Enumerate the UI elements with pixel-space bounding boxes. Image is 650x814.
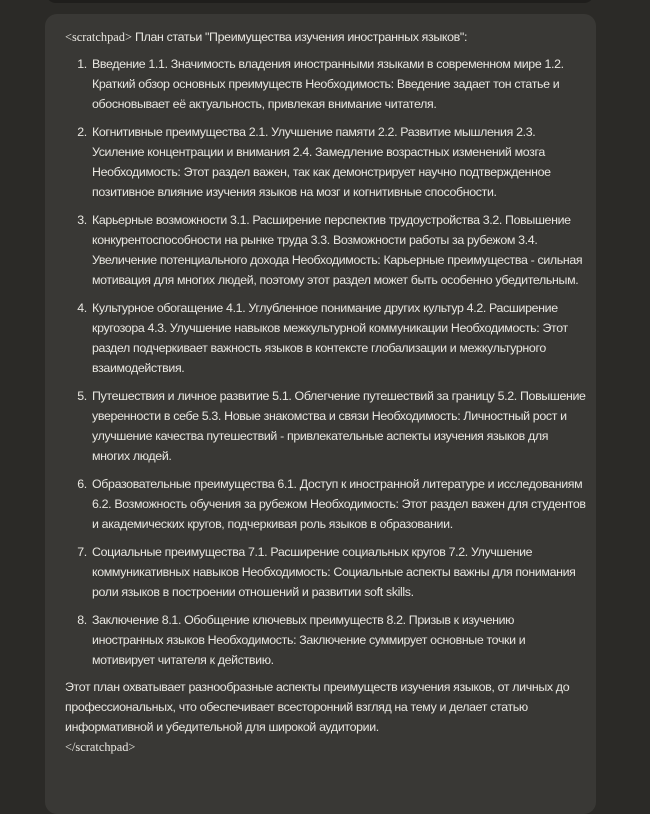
scratchpad-close-tag: </scratchpad> — [65, 740, 136, 754]
list-item: 7. Социальные преимущества 7.1. Расширение социальных кругов 7.2. Улучшение коммуникативных навыков Необходимость: Социальные аспекты важны для понимания роли языков в построении отношений и развитии soft skills. — [90, 542, 586, 602]
list-item: 1. Введение 1.1. Значимость владения иностранными языками в современном мире 1.2. Краткий обзор основных преимуществ Необходимость: Введение задает тон статье и обосновывает её актуальность, привлекая внимание читателя. — [90, 54, 586, 114]
previous-message-edge — [46, 0, 594, 3]
list-item: 3. Карьерные возможности 3.1. Расширение перспектив трудоустройства 3.2. Повышение конкурентоспособности на рынке труда 3.3. Возможности работы за рубежом 3.4. Увеличение потенциального дохода Необходимость: Карьерные преимущества - сильная мотивация для многих людей, поэтому этот раздел может быть особенно убедительным. — [90, 210, 586, 290]
list-item: 8. Заключение 8.1. Обобщение ключевых преимуществ 8.2. Призыв к изучению иностранных языков Необходимость: Заключение суммирует основные точки и мотивирует читателя к действию. — [90, 610, 586, 670]
list-item: 6. Образовательные преимущества 6.1. Доступ к иностранной литературе и исследованиям 6.2. Возможность обучения за рубежом Необходимость: Этот раздел важен для студентов и академических кругов, подчеркивая роль языков в образовании. — [90, 474, 586, 534]
assistant-message-card — [45, 14, 596, 814]
plan-summary: Этот план охватывает разнообразные аспекты преимуществ изучения языков, от личных до профессиональных, что обеспечивает всесторонний взгляд на тему и делает статью информативной и убедительной для широкой аудитории. — [65, 680, 570, 734]
plan-title: План статьи "Преимущества изучения иностранных языков": — [135, 30, 468, 44]
scratchpad-header — [65, 27, 586, 47]
list-item: 5. Путешествия и личное развитие 5.1. Облегчение путешествий за границу 5.2. Повышение уверенности в себе 5.3. Новые знакомства и связи Необходимость: Личностный рост и улучшение качества путешествий - привлекательные аспекты изучения языков для многих людей. — [90, 386, 586, 466]
plan-outline-list — [65, 54, 586, 670]
list-item: 4. Культурное обогащение 4.1. Углубленное понимание других культур 4.2. Расширение кругозора 4.3. Улучшение навыков межкультурной коммуникации Необходимость: Этот раздел подчеркивает важность языков в контексте глобализации и межкультурного взаимодействия. — [90, 298, 586, 378]
list-item: 2. Когнитивные преимущества 2.1. Улучшение памяти 2.2. Развитие мышления 2.3. Усиление концентрации и внимания 2.4. Замедление возрастных изменений мозга Необходимость: Этот раздел важен, так как демонстрирует научно подтвержденное позитивное влияние изучения языков на мозг и когнитивные способности. — [90, 122, 586, 202]
scratchpad-open-tag: <scratchpad> — [65, 30, 132, 44]
